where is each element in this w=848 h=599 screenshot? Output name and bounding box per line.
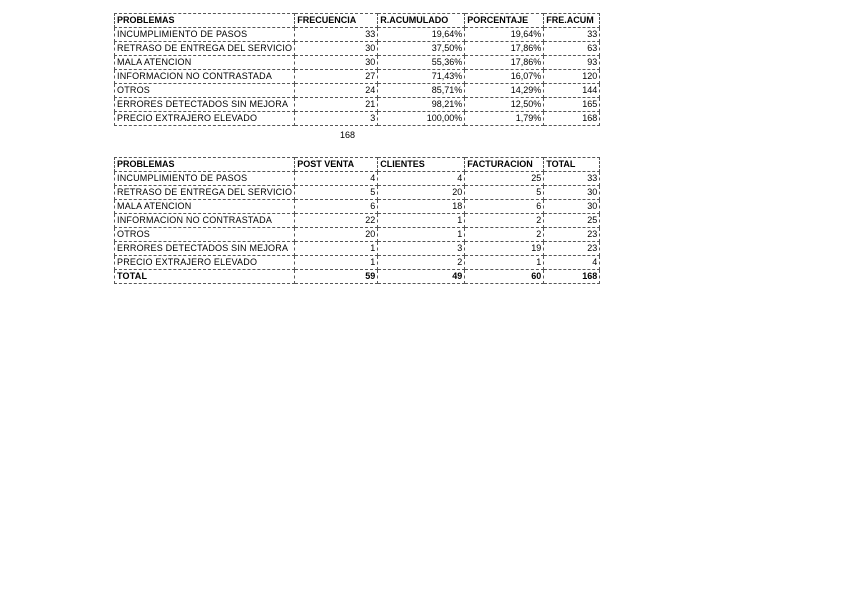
post-venta-cell[interactable]: 6 — [295, 200, 378, 214]
frequency-cell[interactable]: 30 — [295, 56, 378, 70]
problem-cell[interactable]: RETRASO DE ENTREGA DEL SERVICIO — [115, 42, 295, 56]
table-row — [115, 186, 600, 200]
header-cell-racumulado[interactable]: R.ACUMULADO — [378, 14, 465, 28]
header-cell-total[interactable]: TOTAL — [544, 158, 600, 172]
post-venta-total-cell[interactable]: 59 — [295, 270, 378, 284]
header-cell-facturacion[interactable]: FACTURACION — [465, 158, 544, 172]
total-cell[interactable]: 30 — [544, 200, 600, 214]
post-venta-cell[interactable]: 1 — [295, 256, 378, 270]
header-cell-post-venta[interactable]: POST VENTA — [295, 158, 378, 172]
problem-cell[interactable]: MALA ATENCION — [115, 56, 295, 70]
facturacion-total-cell[interactable]: 60 — [465, 270, 544, 284]
total-cell[interactable]: 30 — [544, 186, 600, 200]
table-header-row — [115, 14, 600, 28]
table-row — [115, 200, 600, 214]
table-row — [115, 256, 600, 270]
cumulative-percent-cell[interactable]: 71,43% — [378, 70, 465, 84]
frequency-table — [114, 13, 600, 126]
cumulative-percent-cell[interactable]: 37,50% — [378, 42, 465, 56]
problem-cell[interactable]: ERRORES DETECTADOS SIN MEJORA — [115, 242, 295, 256]
percent-cell[interactable]: 14,29% — [465, 84, 544, 98]
percent-cell[interactable]: 19,64% — [465, 28, 544, 42]
cumulative-frequency-cell[interactable]: 144 — [544, 84, 600, 98]
clientes-cell[interactable]: 3 — [378, 242, 465, 256]
frequency-cell[interactable]: 21 — [295, 98, 378, 112]
header-cell-freacum[interactable]: FRE.ACUM — [544, 14, 600, 28]
post-venta-cell[interactable]: 20 — [295, 228, 378, 242]
frequency-cell[interactable]: 3 — [295, 112, 378, 126]
percent-cell[interactable]: 12,50% — [465, 98, 544, 112]
facturacion-cell[interactable]: 2 — [465, 214, 544, 228]
total-cell[interactable]: 25 — [544, 214, 600, 228]
problem-cell[interactable]: OTROS — [115, 84, 295, 98]
problem-cell[interactable]: RETRASO DE ENTREGA DEL SERVICIO — [115, 186, 295, 200]
cumulative-frequency-cell[interactable]: 33 — [544, 28, 600, 42]
cumulative-percent-cell[interactable]: 98,21% — [378, 98, 465, 112]
total-cell[interactable]: 33 — [544, 172, 600, 186]
header-cell-frecuencia[interactable]: FRECUENCIA — [295, 14, 378, 28]
problem-cell[interactable]: INCUMPLIMIENTO DE PASOS — [115, 172, 295, 186]
table-row — [115, 242, 600, 256]
problem-cell[interactable]: INCUMPLIMIENTO DE PASOS — [115, 28, 295, 42]
table-row — [115, 214, 600, 228]
facturacion-cell[interactable]: 6 — [465, 200, 544, 214]
table-row — [115, 42, 600, 56]
clientes-cell[interactable]: 1 — [378, 228, 465, 242]
problem-cell[interactable]: MALA ATENCION — [115, 200, 295, 214]
facturacion-cell[interactable]: 25 — [465, 172, 544, 186]
frequency-sum-cell[interactable]: 168 — [339, 130, 355, 140]
frequency-cell[interactable]: 33 — [295, 28, 378, 42]
header-cell-problemas[interactable]: PROBLEMAS — [115, 14, 295, 28]
facturacion-cell[interactable]: 5 — [465, 186, 544, 200]
table-row — [115, 56, 600, 70]
header-cell-porcentaje[interactable]: PORCENTAJE — [465, 14, 544, 28]
grand-total-cell[interactable]: 168 — [544, 270, 600, 284]
clientes-total-cell[interactable]: 49 — [378, 270, 465, 284]
cumulative-percent-cell[interactable]: 19,64% — [378, 28, 465, 42]
breakdown-table — [114, 157, 600, 284]
table-row — [115, 84, 600, 98]
total-label-cell[interactable]: TOTAL — [115, 270, 295, 284]
percent-cell[interactable]: 16,07% — [465, 70, 544, 84]
frequency-cell[interactable]: 27 — [295, 70, 378, 84]
clientes-cell[interactable]: 20 — [378, 186, 465, 200]
table-row — [115, 70, 600, 84]
table-row — [115, 28, 600, 42]
cumulative-percent-cell[interactable]: 55,36% — [378, 56, 465, 70]
total-cell[interactable]: 23 — [544, 242, 600, 256]
total-cell[interactable]: 23 — [544, 228, 600, 242]
percent-cell[interactable]: 17,86% — [465, 56, 544, 70]
clientes-cell[interactable]: 4 — [378, 172, 465, 186]
percent-cell[interactable]: 17,86% — [465, 42, 544, 56]
facturacion-cell[interactable]: 2 — [465, 228, 544, 242]
table-row — [115, 112, 600, 126]
cumulative-frequency-cell[interactable]: 165 — [544, 98, 600, 112]
percent-cell[interactable]: 1,79% — [465, 112, 544, 126]
problem-cell[interactable]: PRECIO EXTRAJERO ELEVADO — [115, 256, 295, 270]
frequency-cell[interactable]: 30 — [295, 42, 378, 56]
cumulative-frequency-cell[interactable]: 120 — [544, 70, 600, 84]
problem-cell[interactable]: INFORMACION NO CONTRASTADA — [115, 214, 295, 228]
header-cell-clientes[interactable]: CLIENTES — [378, 158, 465, 172]
table-row — [115, 98, 600, 112]
problem-cell[interactable]: PRECIO EXTRAJERO ELEVADO — [115, 112, 295, 126]
table-row — [115, 228, 600, 242]
cumulative-percent-cell[interactable]: 85,71% — [378, 84, 465, 98]
table-total-row — [115, 270, 600, 284]
problem-cell[interactable]: OTROS — [115, 228, 295, 242]
header-cell-problemas[interactable]: PROBLEMAS — [115, 158, 295, 172]
table-row — [115, 172, 600, 186]
post-venta-cell[interactable]: 4 — [295, 172, 378, 186]
cumulative-frequency-cell[interactable]: 168 — [544, 112, 600, 126]
cumulative-frequency-cell[interactable]: 93 — [544, 56, 600, 70]
table-header-row — [115, 158, 600, 172]
cumulative-frequency-cell[interactable]: 63 — [544, 42, 600, 56]
cumulative-percent-cell[interactable]: 100,00% — [378, 112, 465, 126]
post-venta-cell[interactable]: 1 — [295, 242, 378, 256]
clientes-cell[interactable]: 18 — [378, 200, 465, 214]
post-venta-cell[interactable]: 22 — [295, 214, 378, 228]
frequency-cell[interactable]: 24 — [295, 84, 378, 98]
post-venta-cell[interactable]: 5 — [295, 186, 378, 200]
problem-cell[interactable]: INFORMACION NO CONTRASTADA — [115, 70, 295, 84]
clientes-cell[interactable]: 1 — [378, 214, 465, 228]
total-cell[interactable]: 4 — [544, 256, 600, 270]
clientes-cell[interactable]: 2 — [378, 256, 465, 270]
facturacion-cell[interactable]: 1 — [465, 256, 544, 270]
problem-cell[interactable]: ERRORES DETECTADOS SIN MEJORA — [115, 98, 295, 112]
facturacion-cell[interactable]: 19 — [465, 242, 544, 256]
